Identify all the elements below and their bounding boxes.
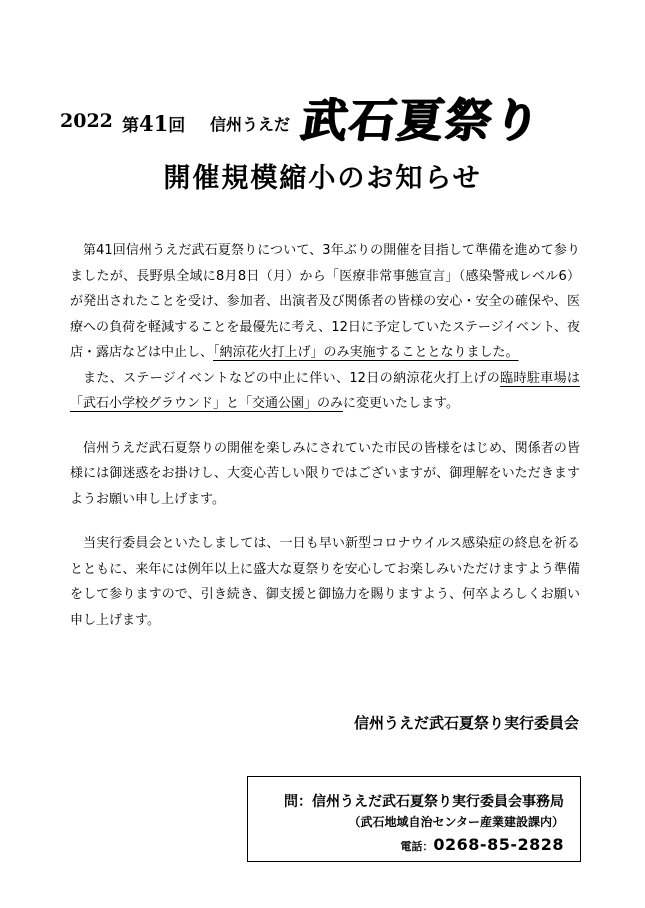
event-brand-logo: 武石夏祭り <box>297 93 546 147</box>
paragraph-apology: 信州うえだ武石夏祭りの開催を楽しみにされていた市民の皆様をはじめ、関係者の皆様には御迷惑をお掛けし、大変心苦しい限りではございますが、御理解をいただきますようお願い申し上げます。 <box>70 440 580 507</box>
edition-prefix: 第 <box>122 116 139 136</box>
paragraph-parking-end: に変更いたします。 <box>343 396 459 411</box>
paragraph-parking <box>70 366 580 417</box>
contact-org: 問：信州うえだ武石夏祭り実行委員会事務局 <box>284 794 564 810</box>
event-edition <box>122 111 185 136</box>
paragraph-parking-text: また、ステージイベントなどの中止に伴い、12日の納涼花火打上げの <box>83 370 501 386</box>
fireworks-only-notice: 「納涼花火打上げ」のみ実施することとなりました。 <box>213 345 519 360</box>
phone-label: 電話： <box>400 840 434 853</box>
parking-locations: 臨時駐車場は「武石小学校グラウンド」と「交通公園」のみ <box>70 370 580 411</box>
contact-box <box>247 776 581 862</box>
paragraph-cancellation-text: 第41回信州うえだ武石夏祭りについて、3年ぶりの開催を目指して準備を進めて参りましたが、長野県全域に8月8日（月）から「医療非常事態宣言」（感染警戒レベル6）が発出されたことを受け、参加者、出演者及び関係者の皆様の安心・安全の確保や、医療への負荷を軽減することを最優先に考え、12日に予定していたステージイベント、夜店・露店などは中止し、 <box>70 243 580 360</box>
contact-dept: （武石地域自治センター産業建設課内） <box>348 815 564 829</box>
notice-title: 開催規模縮小のお知らせ <box>163 163 482 194</box>
contact-phone <box>400 835 564 854</box>
event-city: 信州うえだ <box>210 115 291 134</box>
event-header <box>60 92 620 152</box>
edition-number: 41 <box>139 111 169 136</box>
event-year: 2022 <box>60 110 113 132</box>
notice-body <box>70 238 580 633</box>
phone-number: 0268-85-2828 <box>433 835 564 854</box>
committee-signature: 信州うえだ武石夏祭り実行委員会 <box>353 714 579 732</box>
paragraph-future: 当実行委員会といたしましては、一日も早い新型コロナウイルス感染症の終息を祈るとともに、来年には例年以上に盛大な夏祭りを安心してお楽しみいただけますよう準備をして参りますので、引き続き、御支援と御協力を賜りますよう、何卒よろしくお願い申し上げます。 <box>70 536 580 628</box>
paragraph-cancellation <box>70 238 580 366</box>
edition-suffix: 回 <box>168 116 186 136</box>
